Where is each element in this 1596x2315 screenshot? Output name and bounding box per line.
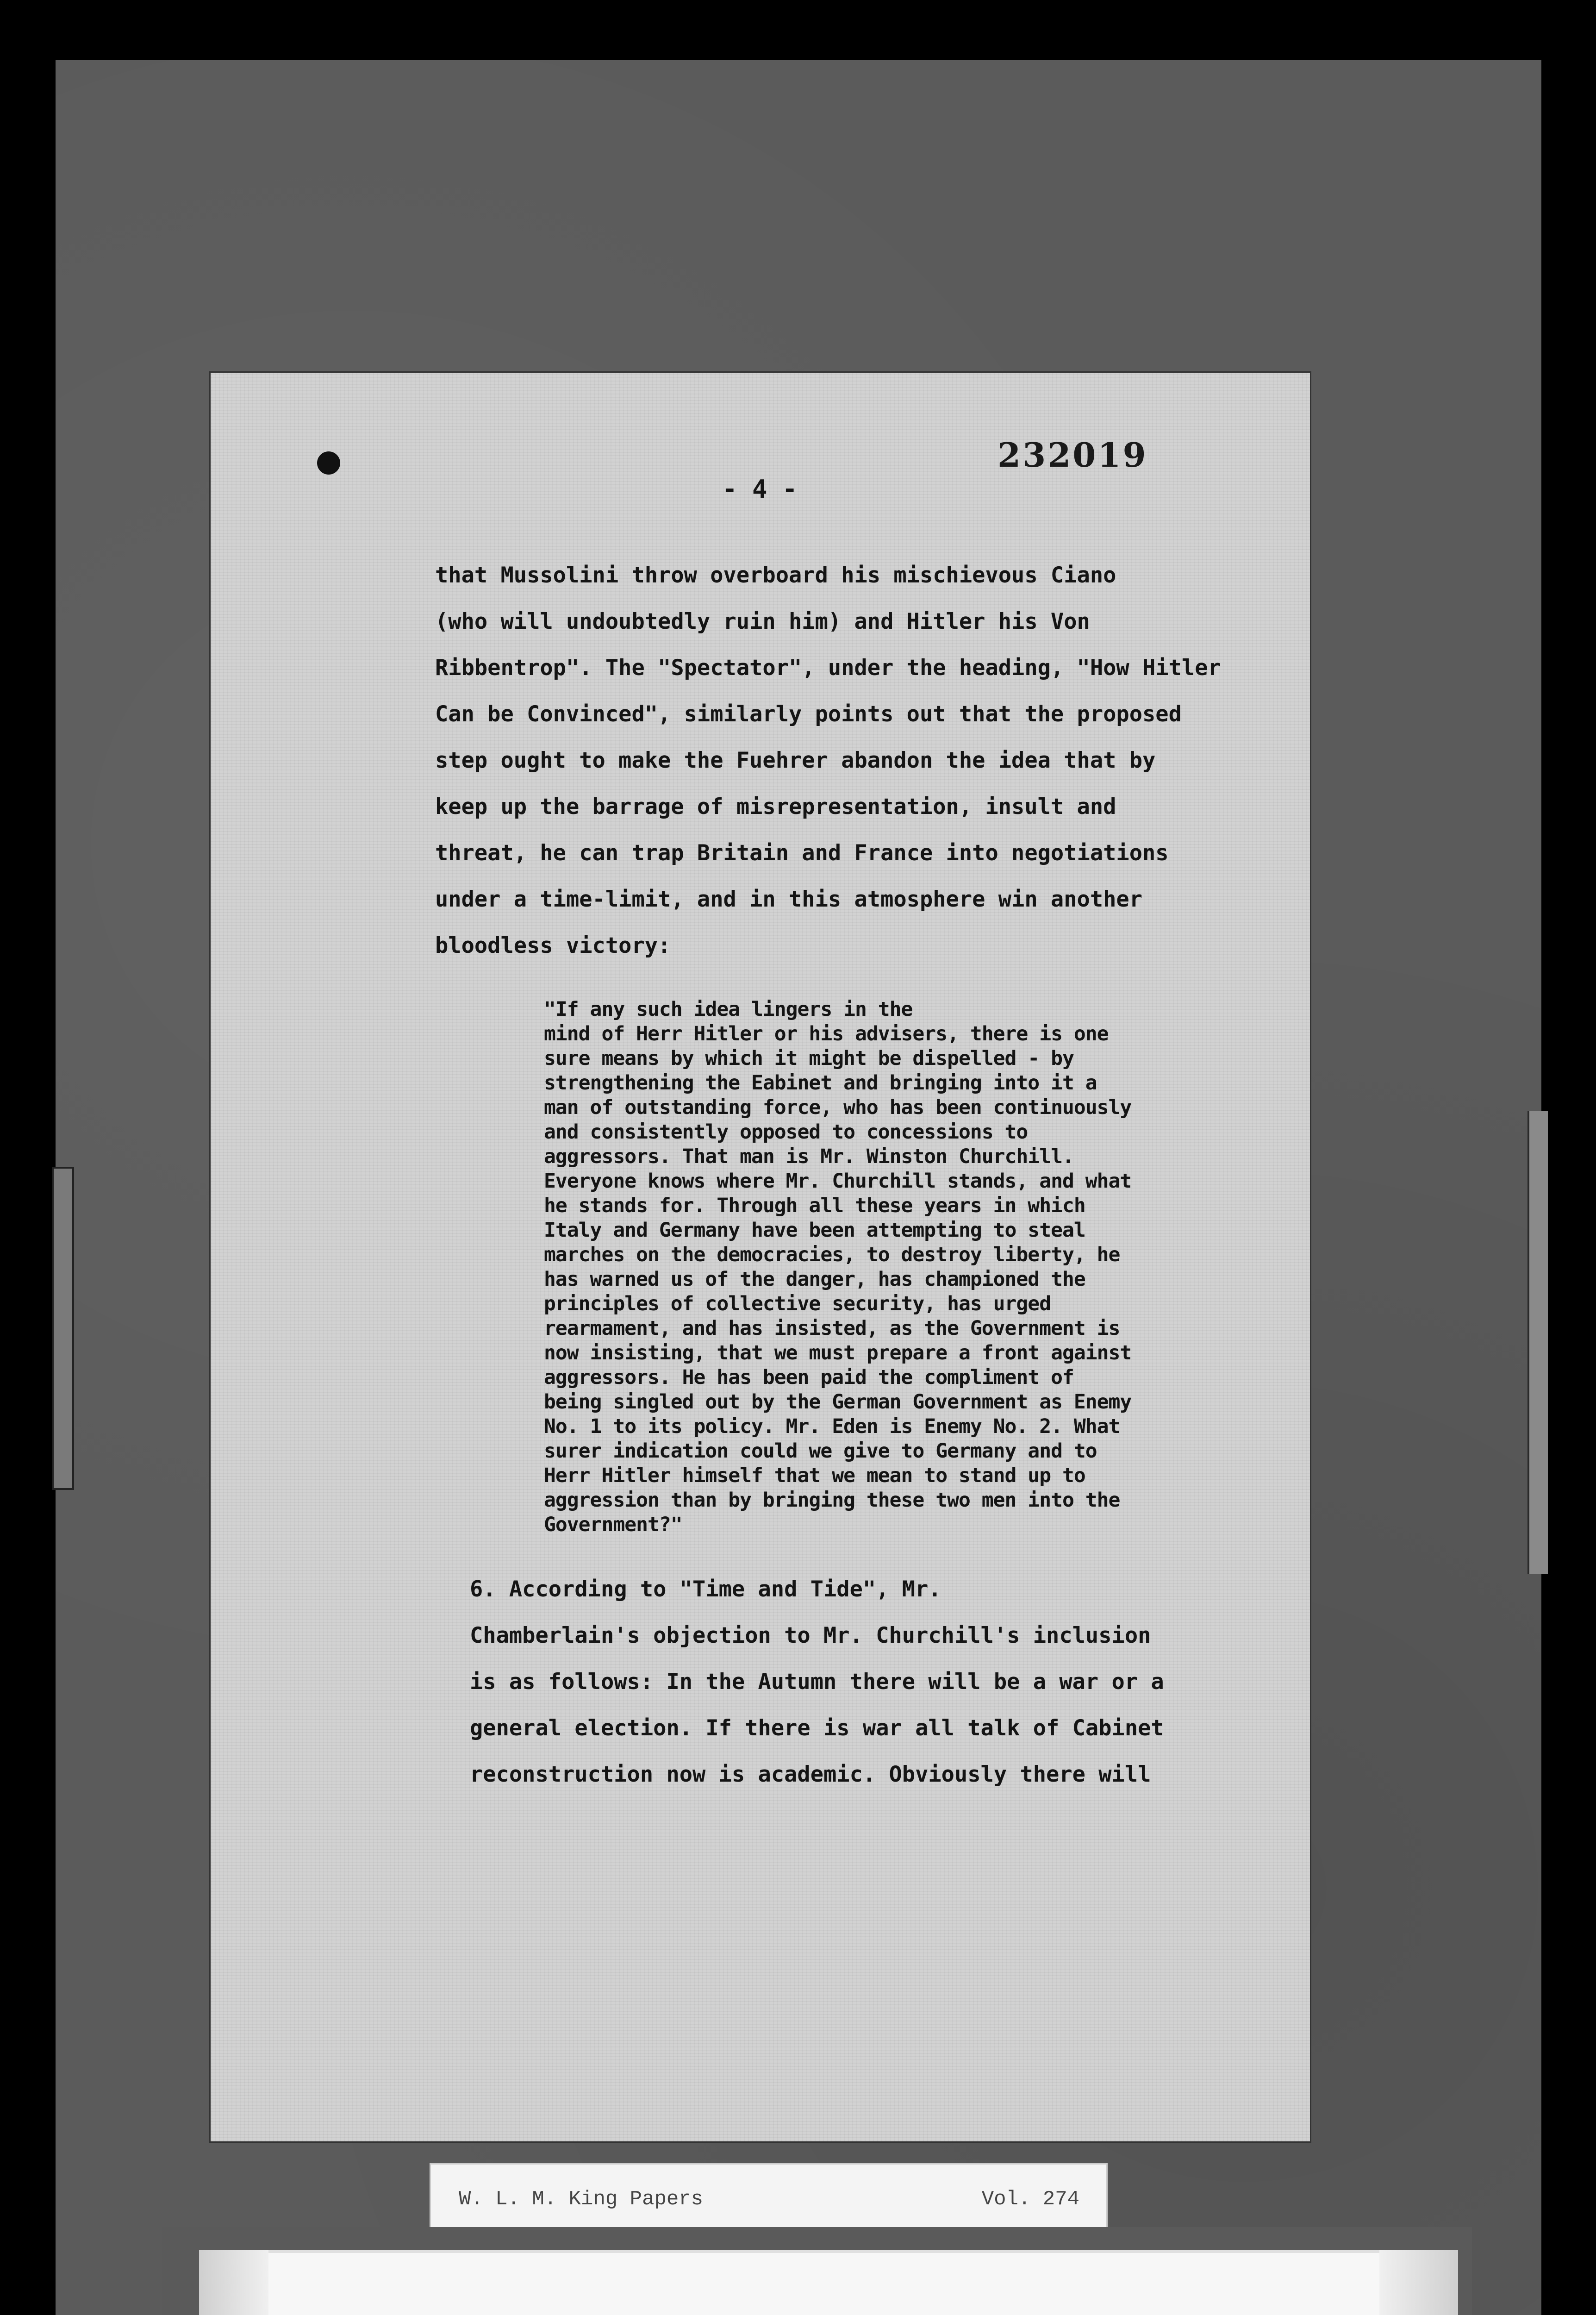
page-number: - 4 - xyxy=(722,475,798,504)
quote-line: and consistently opposed to concessions to xyxy=(544,1120,1028,1144)
section-line: 6. According to "Time and Tide", Mr. xyxy=(470,1577,941,1602)
paragraph-line: bloodless victory: xyxy=(435,933,671,958)
quote-line: strengthening the Eabinet and bringing into it a xyxy=(544,1071,1097,1095)
quote-line: "If any such idea lingers in the xyxy=(544,998,913,1021)
paragraph-line: (who will undoubtedly ruin him) and Hitler his Von xyxy=(435,609,1090,634)
left-edge-tab xyxy=(52,1167,74,1490)
punch-hole xyxy=(317,451,340,475)
quote-line: aggressors. That man is Mr. Winston Churchill. xyxy=(544,1145,1074,1168)
paragraph-line: threat, he can trap Britain and France into negotiations xyxy=(435,840,1169,866)
quote-line: Everyone knows where Mr. Churchill stands, and what xyxy=(544,1170,1132,1193)
section-line: is as follows: In the Autumn there will be a war or a xyxy=(470,1669,1164,1695)
section-line: Chamberlain's objection to Mr. Churchill's inclusion xyxy=(470,1623,1151,1648)
paragraph-line: that Mussolini throw overboard his mischievous Ciano xyxy=(435,563,1116,588)
quote-line: principles of collective security, has urged xyxy=(544,1292,1051,1315)
quote-line: man of outstanding force, who has been continuously xyxy=(544,1096,1132,1119)
quote-line: sure means by which it might be dispelled - by xyxy=(544,1047,1074,1070)
quote-line: being singled out by the German Government as Enemy xyxy=(544,1390,1132,1414)
quote-line: he stands for. Through all these years in which xyxy=(544,1194,1085,1217)
right-edge-tab xyxy=(1527,1111,1548,1574)
quote-line: marches on the democracies, to destroy liberty, he xyxy=(544,1243,1120,1266)
quote-line: rearmament, and has insisted, as the Government is xyxy=(544,1317,1120,1340)
paragraph-line: Ribbentrop". The "Spectator", under the heading, "How Hitler xyxy=(435,655,1221,681)
quote-line: Herr Hitler himself that we mean to stand up to xyxy=(544,1464,1085,1487)
quote-line: Government?" xyxy=(544,1513,682,1536)
quote-line: aggression than by bringing these two men into the xyxy=(544,1489,1120,1512)
section-line: general election. If there is war all talk of Cabinet xyxy=(470,1715,1164,1741)
quote-line: mind of Herr Hitler or his advisers, there is one xyxy=(544,1022,1109,1045)
paragraph-line: under a time-limit, and in this atmosphere win another xyxy=(435,887,1143,912)
archives-stamp xyxy=(199,2250,1458,2315)
volume-label: Vol. 274 xyxy=(981,2188,1079,2211)
quote-line: surer indication could we give to Germany and to xyxy=(544,1439,1097,1463)
quote-line: aggressors. He has been paid the compliment of xyxy=(544,1366,1074,1389)
paragraph-line: step ought to make the Fuehrer abandon the idea that by xyxy=(435,748,1156,773)
paragraph-line: Can be Convinced", similarly points out that the proposed xyxy=(435,701,1182,727)
quote-line: Italy and Germany have been attempting to steal xyxy=(544,1219,1085,1242)
document-number: 232019 xyxy=(998,435,1148,475)
stamp-edge-left xyxy=(199,2250,268,2315)
stamp-edge-right xyxy=(1379,2250,1458,2315)
collection-label: W. L. M. King Papers xyxy=(459,2188,704,2211)
section-line: reconstruction now is academic. Obviously there will xyxy=(470,1762,1151,1787)
quote-line: now insisting, that we must prepare a front against xyxy=(544,1341,1132,1364)
quote-line: has warned us of the danger, has championed the xyxy=(544,1268,1085,1291)
quote-line: No. 1 to its policy. Mr. Eden is Enemy No. 2. What xyxy=(544,1415,1120,1438)
paragraph-line: keep up the barrage of misrepresentation, insult and xyxy=(435,794,1116,820)
